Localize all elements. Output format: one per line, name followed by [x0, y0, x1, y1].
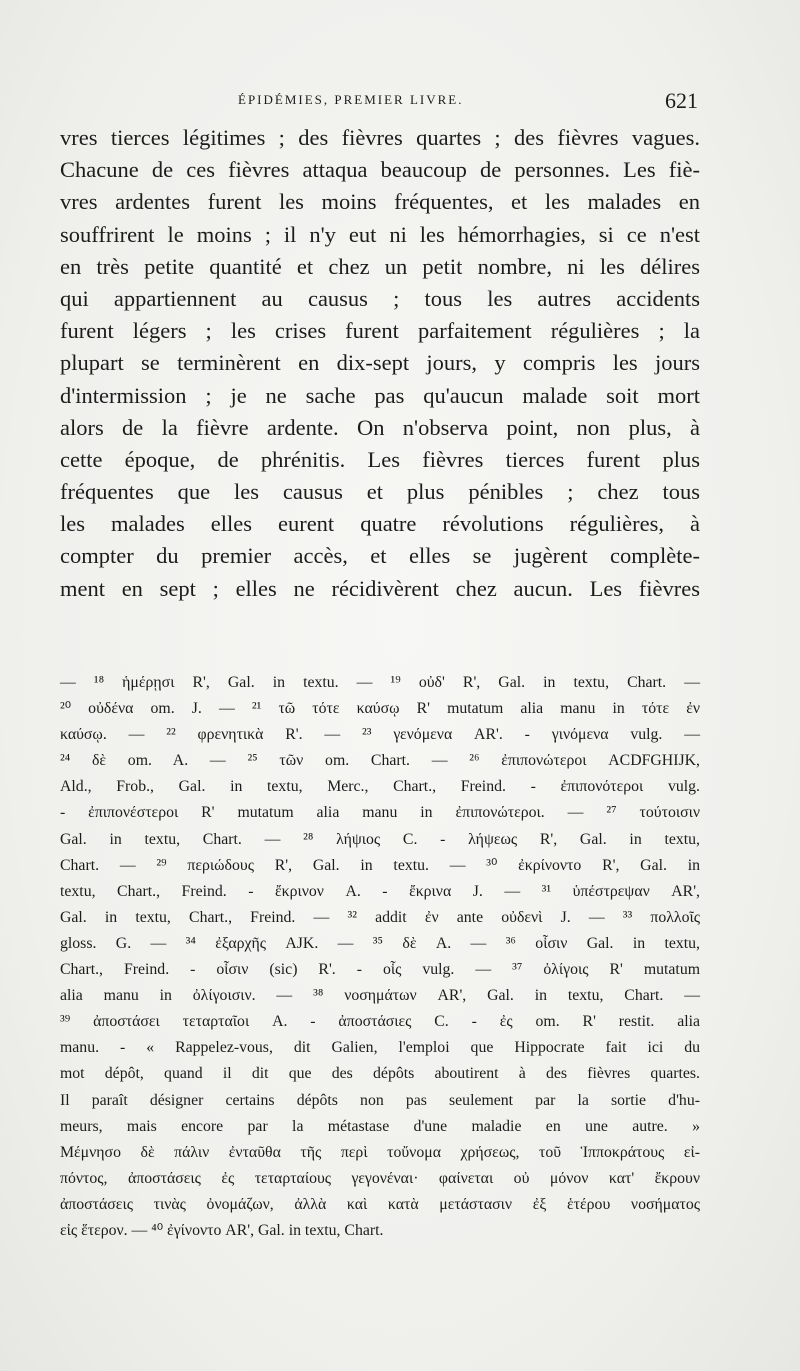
footnote-line: Gal. in textu, Chart., Freind. — ³² addit ἐν ante οὐδενὶ J. — ³³ πολλοῖς	[60, 908, 700, 926]
footnote-line: εἰς ἕτερον. — ⁴⁰ ἐγίνοντο AR', Gal. in textu, Chart.	[60, 1221, 384, 1239]
text-line: Chacune de ces fièvres attaqua beaucoup de personnes. Les fiè-	[60, 157, 700, 183]
footnote-line: Chart., Freind. - οἷσιν (sic) R'. - οἷς vulg. — ³⁷ ὀλίγοις R' mutatum	[60, 961, 700, 979]
footnote-line: manu. - « Rappelez-vous, dit Galien, l'emploi que Hippocrate fait ici du	[60, 1039, 700, 1057]
footnote-line: Il paraît désigner certains dépôts non pas seulement par la sortie d'hu-	[60, 1091, 700, 1109]
footnote-line: ἀποστάσεις τινὰς ὀνομάζων, ἀλλὰ καὶ κατὰ μετάστασιν ἐξ ἑτέρου νοσήματος	[60, 1195, 700, 1213]
footnote-line: ²⁰ οὐδένα om. J. — ²¹ τῶ τότε καύσῳ R' mutatum alia manu in τότε ἐν	[60, 700, 700, 718]
text-line: souffrirent le moins ; il n'y eut ni les hémorrhagies, si ce n'est	[60, 221, 700, 247]
footnote-line: Chart. — ²⁹ περιώδους R', Gal. in textu. — ³⁰ ἐκρίνοντο R', Gal. in	[60, 856, 700, 874]
page-number: 621	[665, 88, 698, 113]
text-line: qui appartiennent au causus ; tous les autres accidents	[60, 285, 700, 311]
footnote-line: Gal. in textu, Chart. — ²⁸ λήψιος C. - λήψεως R', Gal. in textu,	[60, 830, 700, 848]
footnote-line: meurs, mais encore par la métastase d'une maladie en une autre. »	[60, 1117, 700, 1135]
text-line: furent légers ; les crises furent parfaitement régulières ; la	[60, 318, 700, 344]
footnote-line: mot dépôt, quand il dit que des dépôts aboutirent à des fièvres quartes.	[60, 1065, 700, 1083]
text-line: alors de la fièvre ardente. On n'observa point, non plus, à	[60, 414, 700, 440]
text-line: plupart se terminèrent en dix-sept jours, y compris les jours	[60, 350, 700, 376]
footnote-line: - ἐπιπονέστεροι R' mutatum alia manu in ἐπιπονώτεροι. — ²⁷ τούτοισιν	[60, 804, 700, 822]
footnote-line: Ald., Frob., Gal. in textu, Merc., Chart., Freind. - ἐπιπονότεροι vulg.	[60, 778, 700, 796]
text-line: compter du premier accès, et elles se jugèrent complète-	[60, 543, 700, 569]
text-line: d'intermission ; je ne sache pas qu'aucun malade soit mort	[60, 382, 700, 408]
page-header	[60, 88, 700, 114]
footnote-line: — ¹⁸ ἡμέρῃσι R', Gal. in textu. — ¹⁹ οὐδ' R', Gal. in textu, Chart. —	[60, 674, 700, 691]
footnote-line: καύσῳ. — ²² φρενητικὰ R'. — ²³ γενόμενα AR'. - γινόμενα vulg. —	[60, 726, 700, 744]
text-line: vres tierces légitimes ; des fièvres quartes ; des fièvres vagues.	[60, 125, 700, 150]
text-line: les malades elles eurent quatre révolutions régulières, à	[60, 511, 700, 537]
text-line: fréquentes que les causus et plus pénibles ; chez tous	[60, 479, 700, 505]
footnote-line: ³⁹ ἀποστάσει τεταρταῖοι A. - ἀποστάσιες C. - ἐς om. R' restit. alia	[60, 1013, 700, 1031]
footnote-line: Μέμνησο δὲ πάλιν ἐνταῦθα τῆς περὶ τοὔνομα χρήσεως, τοῦ Ἱπποκράτους εἰ-	[60, 1143, 700, 1161]
footnote-line: gloss. G. — ³⁴ ἐξαρχῆς AJK. — ³⁵ δὲ A. — ³⁶ οἷσιν Gal. in textu,	[60, 934, 700, 952]
footnotes	[60, 670, 700, 1244]
text-line: cette époque, de phrénitis. Les fièvres tierces furent plus	[60, 446, 700, 472]
footnote-line: alia manu in ὀλίγοισιν. — ³⁸ νοσημάτων AR', Gal. in textu, Chart. —	[60, 987, 700, 1005]
text-line: ment en sept ; elles ne récidivèrent chez aucun. Les fièvres	[60, 575, 700, 601]
footnote-line: textu, Chart., Freind. - ἔκρινον A. - ἔκρινα J. — ³¹ ὑπέστρεψαν AR',	[60, 882, 700, 900]
text-line: vres ardentes furent les moins fréquentes, et les malades en	[60, 189, 700, 215]
footnote-line: ²⁴ δὲ om. A. — ²⁵ τῶν om. Chart. — ²⁶ ἐπιπονώτεροι ACDFGHIJK,	[60, 752, 700, 770]
main-text	[60, 122, 700, 605]
text-line: en très petite quantité et chez un petit nombre, ni les délires	[60, 253, 700, 279]
footnote-line: πόντος, ἀποστάσεις ἐς τεταρταίους γεγονέναι· φαίνεται οὐ μόνον κατ' ἔκρουν	[60, 1169, 700, 1187]
running-title: ÉPIDÉMIES, PREMIER LIVRE.	[238, 92, 464, 107]
